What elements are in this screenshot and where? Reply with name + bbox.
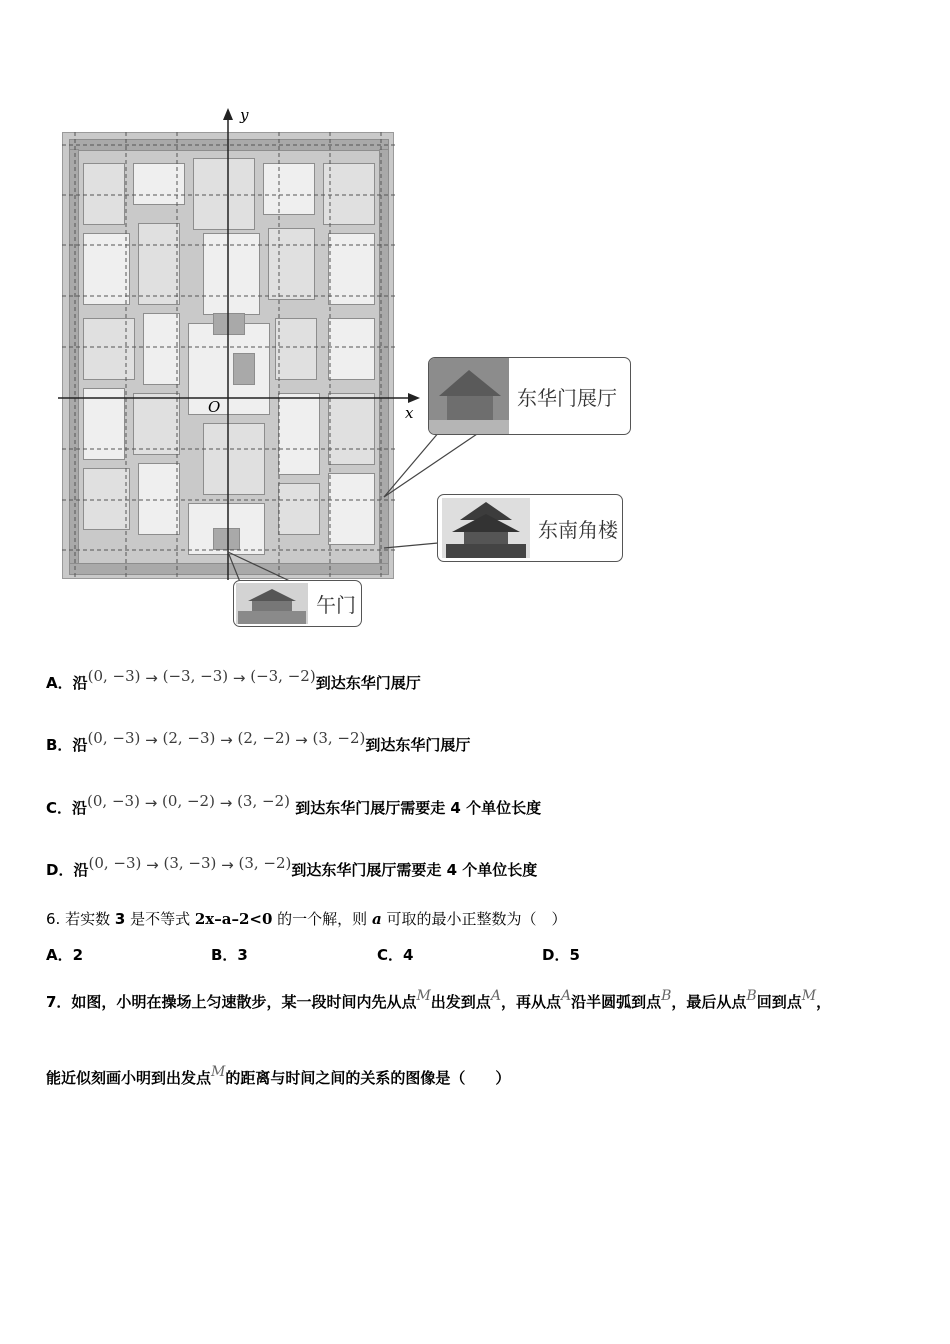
q6-choice-c: C．4 [377, 946, 414, 964]
q6-inequality: 2x–a–2<0 [194, 910, 273, 928]
option-b: B．沿(0, −3) → (2, −3) → (2, −2) → (3, −2)到达东华门展厅 [46, 729, 471, 754]
q6-text-a: 若实数 [65, 910, 115, 928]
q6-text-c: 的一个解，则 [272, 910, 372, 928]
corner-tower-photo [442, 498, 530, 558]
option-b-coord-1: (0, −3) [87, 729, 141, 747]
option-a-tail: 到达东华门展厅 [315, 674, 421, 692]
option-d-coord-3: (3, −2) [238, 854, 292, 872]
y-axis-label: y [240, 106, 249, 124]
callout-meridian-gate [233, 580, 362, 627]
option-c-lead: 沿 [72, 799, 88, 817]
option-b-coord-2: (2, −3) [162, 729, 216, 747]
corner-tower-label: 东南角楼 [538, 517, 618, 542]
option-d-coord-1: (0, −3) [88, 854, 142, 872]
option-b-lead: 沿 [72, 736, 88, 754]
option-c-coord-1: (0, −3) [87, 792, 140, 810]
option-d-letter: D． [46, 861, 74, 879]
q7-point-m-2: M [801, 988, 817, 1004]
y-axis-arrow [223, 108, 233, 120]
callout-east-gate [428, 357, 631, 435]
question-7-line-2 [46, 1064, 511, 1088]
q7-point-m: M [416, 988, 431, 1004]
option-c-letter: C． [46, 799, 73, 817]
option-c-coord-3: (3, −2) [237, 792, 290, 810]
x-axis-arrow [408, 393, 420, 403]
option-b-letter: B． [46, 736, 73, 754]
q6-choice-b: B．3 [211, 946, 248, 964]
meridian-gate-label: 午门 [316, 593, 356, 617]
q7-point-m-3: M [211, 1064, 226, 1080]
q6-choice-a: A．2 [46, 946, 84, 964]
east-gate-photo [429, 358, 509, 434]
option-d: D．沿(0, −3) → (3, −3) → (3, −2)到达东华门展厅需要走 4 个单位长度 [46, 854, 538, 879]
option-c-coord-2: (0, −2) [162, 792, 215, 810]
option-b-tail: 到达东华门展厅 [365, 736, 471, 754]
option-c: C．沿(0, −3) → (0, −2) → (3, −2) 到达东华门展厅需要走 4 个单位长度 [46, 792, 542, 817]
q7-part-3: ，再从点 [500, 993, 561, 1011]
q7-point-b-2: B [746, 988, 757, 1004]
option-a-coord-3: (−3, −2) [250, 667, 316, 685]
origin-label: O [208, 398, 221, 416]
option-a-coord-2: (−3, −3) [162, 667, 229, 685]
question-6 [46, 908, 566, 929]
q7-point-a: A [490, 988, 501, 1004]
q7-part-4: 沿半圆弧到点 [571, 993, 662, 1011]
q7-part-7: ， [816, 993, 832, 1011]
option-d-lead: 沿 [73, 861, 89, 879]
option-a-coord-1: (0, −3) [87, 667, 141, 685]
option-a: A．沿(0, −3) → (−3, −3) → (−3, −2)到达东华门展厅 [46, 667, 421, 692]
q7-part-5: ，最后从点 [671, 993, 747, 1011]
option-d-coord-2: (3, −3) [163, 854, 217, 872]
q6-text-b: 是不等式 [125, 910, 195, 928]
q6-variable-a: a [371, 910, 382, 928]
question-7-line-1 [46, 988, 832, 1012]
option-a-lead: 沿 [72, 674, 88, 692]
map-figure [0, 0, 950, 650]
option-c-tail: 到达东华门展厅需要走 4 个单位长度 [295, 799, 542, 817]
q6-number-3: 3 [114, 910, 126, 928]
q6-choice-d: D．5 [542, 946, 580, 964]
q6-text-d: 可取的最小正整数为（ ） [381, 910, 567, 928]
meridian-gate-photo [236, 583, 308, 624]
q7-point-b: B [661, 988, 672, 1004]
grid-lines [62, 132, 398, 578]
q6-number: 6. [46, 910, 61, 928]
x-axis-label: x [405, 404, 414, 422]
q7-part-6: 回到点 [756, 993, 802, 1011]
q7-point-a-2: A [560, 988, 572, 1004]
option-b-coord-4: (3, −2) [312, 729, 366, 747]
option-b-coord-3: (2, −2) [237, 729, 291, 747]
option-a-letter: A． [46, 674, 73, 692]
callout-corner-tower [437, 494, 623, 562]
option-d-tail: 到达东华门展厅需要走 4 个单位长度 [291, 861, 538, 879]
q7-part-1: 7．如图，小明在操场上匀速散步，某一段时间内先从点 [46, 993, 417, 1011]
east-gate-label: 东华门展厅 [517, 385, 617, 410]
q7-part-2: 出发到点 [430, 993, 491, 1011]
q7-line2-b: 的距离与时间之间的关系的图像是（ ） [225, 1069, 511, 1087]
q7-line2-a: 能近似刻画小明到出发点 [46, 1069, 212, 1087]
